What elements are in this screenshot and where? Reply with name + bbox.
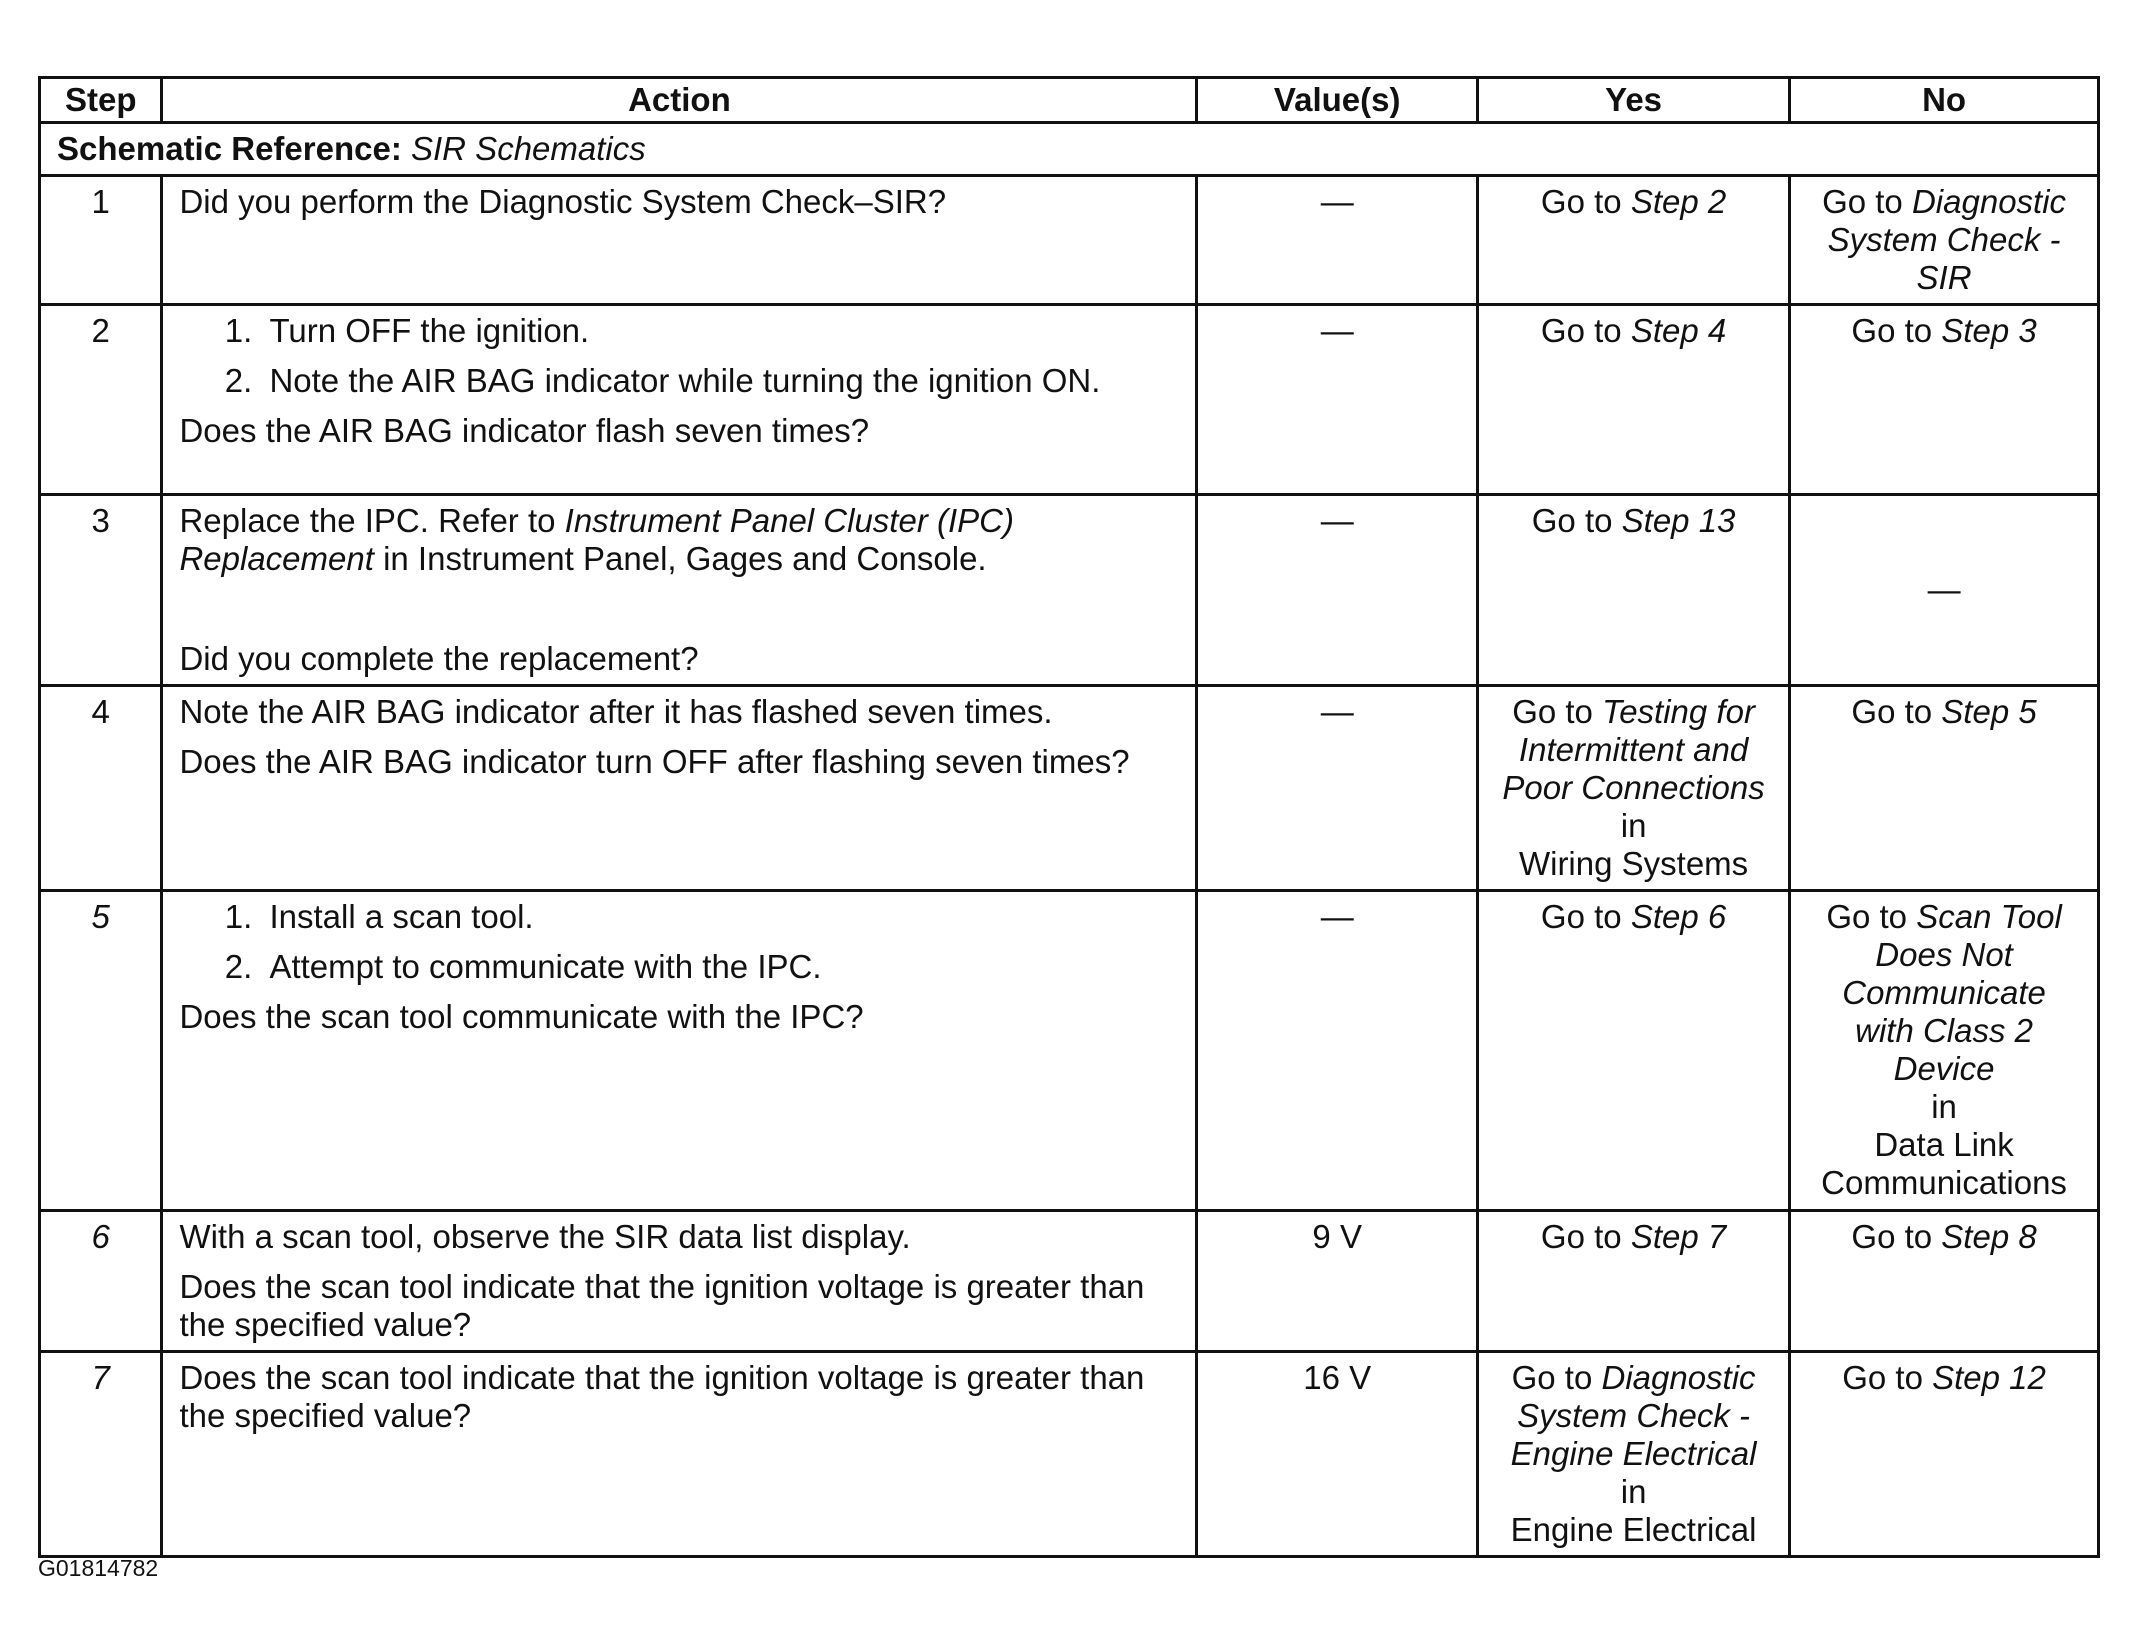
no-cell [1790, 686, 2099, 891]
yes-link[interactable]: Testing for [1602, 693, 1755, 730]
header-row [40, 78, 2099, 123]
no-cell [1790, 891, 2099, 1211]
action-question: Does the AIR BAG indicator turn OFF after flashing seven times? [179, 743, 1130, 780]
action-link[interactable]: Instrument Panel Cluster (IPC) [564, 502, 1014, 539]
no-link[interactable]: Device [1893, 1050, 1995, 1087]
yes-in: in [1620, 807, 1647, 844]
header-step: Step [40, 78, 162, 123]
yes-cell [1478, 891, 1790, 1211]
step-number: 1 [40, 176, 162, 305]
yes-prefix: Go to [1511, 1359, 1593, 1396]
table-row [40, 305, 2099, 495]
yes-prefix: Go to [1512, 693, 1593, 730]
action-text [179, 502, 1179, 578]
action-list-item: 1. Install a scan tool. [261, 898, 1179, 936]
step-number: 2 [40, 305, 162, 495]
no-cell [1790, 305, 2099, 495]
schematic-link[interactable]: SIR Schematics [411, 130, 646, 167]
action-question: Does the scan tool indicate that the ignition voltage is greater than the specified value? [179, 1268, 1145, 1343]
header-yes: Yes [1478, 78, 1790, 123]
step-number: 5 [40, 891, 162, 1211]
action-question: Does the scan tool indicate that the ignition voltage is greater than the specified value? [179, 1359, 1145, 1434]
action-list [179, 898, 1179, 986]
no-prefix: Go to [1842, 1359, 1923, 1396]
no-link[interactable]: Diagnostic [1911, 183, 2067, 220]
action-cell [162, 1211, 1197, 1352]
action-text: With a scan tool, observe the SIR data list display. [179, 1218, 911, 1255]
action-question: Does the AIR BAG indicator flash seven times? [179, 412, 870, 449]
step-number: 3 [40, 495, 162, 686]
diagnostic-table [38, 76, 2100, 1558]
action-text: Note the AIR BAG indicator after it has flashed seven times. [179, 693, 1053, 730]
no-link[interactable]: Step 5 [1941, 693, 2037, 730]
action-question: Does the scan tool communicate with the IPC? [179, 998, 864, 1035]
no-cell [1790, 1352, 2099, 1557]
action-text-part: in Instrument Panel, Gages and Console. [383, 540, 987, 577]
header-values: Value(s) [1197, 78, 1478, 123]
no-prefix: Go to [1851, 693, 1933, 730]
header-action: Action [162, 78, 1197, 123]
value-cell: — [1197, 686, 1478, 891]
value-cell: 9 V [1197, 1211, 1478, 1352]
yes-cell [1478, 686, 1790, 891]
value-cell: — [1197, 305, 1478, 495]
no-link[interactable]: with Class 2 [1855, 1012, 2033, 1049]
no-cell: — [1790, 495, 2099, 686]
table-row [40, 686, 2099, 891]
table-row [40, 1352, 2099, 1557]
no-section: Data Link [1874, 1126, 2014, 1163]
no-in: in [1931, 1088, 1957, 1125]
action-cell [162, 686, 1197, 891]
no-cell [1790, 1211, 2099, 1352]
yes-link[interactable]: Engine Electrical [1510, 1435, 1757, 1472]
no-link[interactable]: Does Not [1875, 936, 2013, 973]
yes-cell [1478, 1352, 1790, 1557]
table-row [40, 891, 2099, 1211]
action-cell [162, 176, 1197, 305]
step-number: 6 [40, 1211, 162, 1352]
action-cell [162, 891, 1197, 1211]
header-no: No [1790, 78, 2099, 123]
spacer [179, 590, 1179, 640]
no-link[interactable]: Step 8 [1941, 1218, 2037, 1255]
yes-link[interactable]: Step 4 [1630, 312, 1727, 349]
yes-link[interactable]: Step 13 [1621, 502, 1736, 539]
action-list-item: 2. Note the AIR BAG indicator while turning the ignition ON. [261, 362, 1179, 400]
action-cell [162, 305, 1197, 495]
action-cell [162, 1352, 1197, 1557]
step-number: 7 [40, 1352, 162, 1557]
no-prefix: Go to [1851, 312, 1933, 349]
no-prefix: Go to [1826, 898, 1908, 935]
no-section: Communications [1821, 1164, 2067, 1201]
step-number: 4 [40, 686, 162, 891]
yes-link[interactable]: Step 2 [1630, 183, 1727, 220]
no-prefix: Go to [1851, 1218, 1933, 1255]
yes-prefix: Go to [1540, 312, 1622, 349]
yes-link[interactable]: Step 7 [1630, 1218, 1727, 1255]
yes-prefix: Go to [1540, 183, 1622, 220]
no-link[interactable]: Scan Tool [1916, 898, 2062, 935]
action-list-item: 2. Attempt to communicate with the IPC. [261, 948, 1179, 986]
schematic-row [40, 123, 2099, 176]
yes-in: in [1620, 1473, 1647, 1510]
yes-cell [1478, 495, 1790, 686]
no-link[interactable]: Step 3 [1941, 312, 2037, 349]
action-list [179, 312, 1179, 400]
table-row [40, 176, 2099, 305]
action-list-item: 1. Turn OFF the ignition. [261, 312, 1179, 350]
yes-section: Wiring Systems [1518, 845, 1749, 882]
no-link[interactable]: Step 12 [1932, 1359, 2046, 1396]
no-link[interactable]: SIR [1916, 259, 1972, 296]
yes-link[interactable]: Diagnostic [1601, 1359, 1756, 1396]
yes-prefix: Go to [1540, 1218, 1622, 1255]
value-cell: — [1197, 176, 1478, 305]
action-text-part: Replace the IPC. Refer to [179, 502, 556, 539]
yes-prefix: Go to [1540, 898, 1622, 935]
action-question: Did you complete the replacement? [179, 640, 699, 677]
yes-prefix: Go to [1531, 502, 1613, 539]
schematic-label: Schematic Reference: [57, 130, 402, 167]
value-cell: — [1197, 891, 1478, 1211]
table-row [40, 1211, 2099, 1352]
yes-link[interactable]: Poor Connections [1502, 769, 1765, 806]
yes-link[interactable]: Intermittent and [1518, 731, 1749, 768]
no-link[interactable]: System Check - [1827, 221, 2061, 258]
schematic-reference [40, 123, 2099, 176]
yes-section: Engine Electrical [1510, 1511, 1757, 1548]
table-row [40, 495, 2099, 686]
no-cell [1790, 176, 2099, 305]
yes-cell [1478, 305, 1790, 495]
action-link[interactable]: Replacement [179, 540, 374, 577]
action-cell [162, 495, 1197, 686]
yes-cell [1478, 176, 1790, 305]
no-link[interactable]: Communicate [1842, 974, 2046, 1011]
yes-cell [1478, 1211, 1790, 1352]
action-question: Did you perform the Diagnostic System Check–SIR? [179, 183, 947, 220]
yes-link[interactable]: Step 6 [1630, 898, 1727, 935]
yes-link[interactable]: System Check - [1517, 1397, 1751, 1434]
value-cell: — [1197, 495, 1478, 686]
figure-id: G01814782 [38, 1555, 159, 1581]
value-cell: 16 V [1197, 1352, 1478, 1557]
no-prefix: Go to [1822, 183, 1903, 220]
